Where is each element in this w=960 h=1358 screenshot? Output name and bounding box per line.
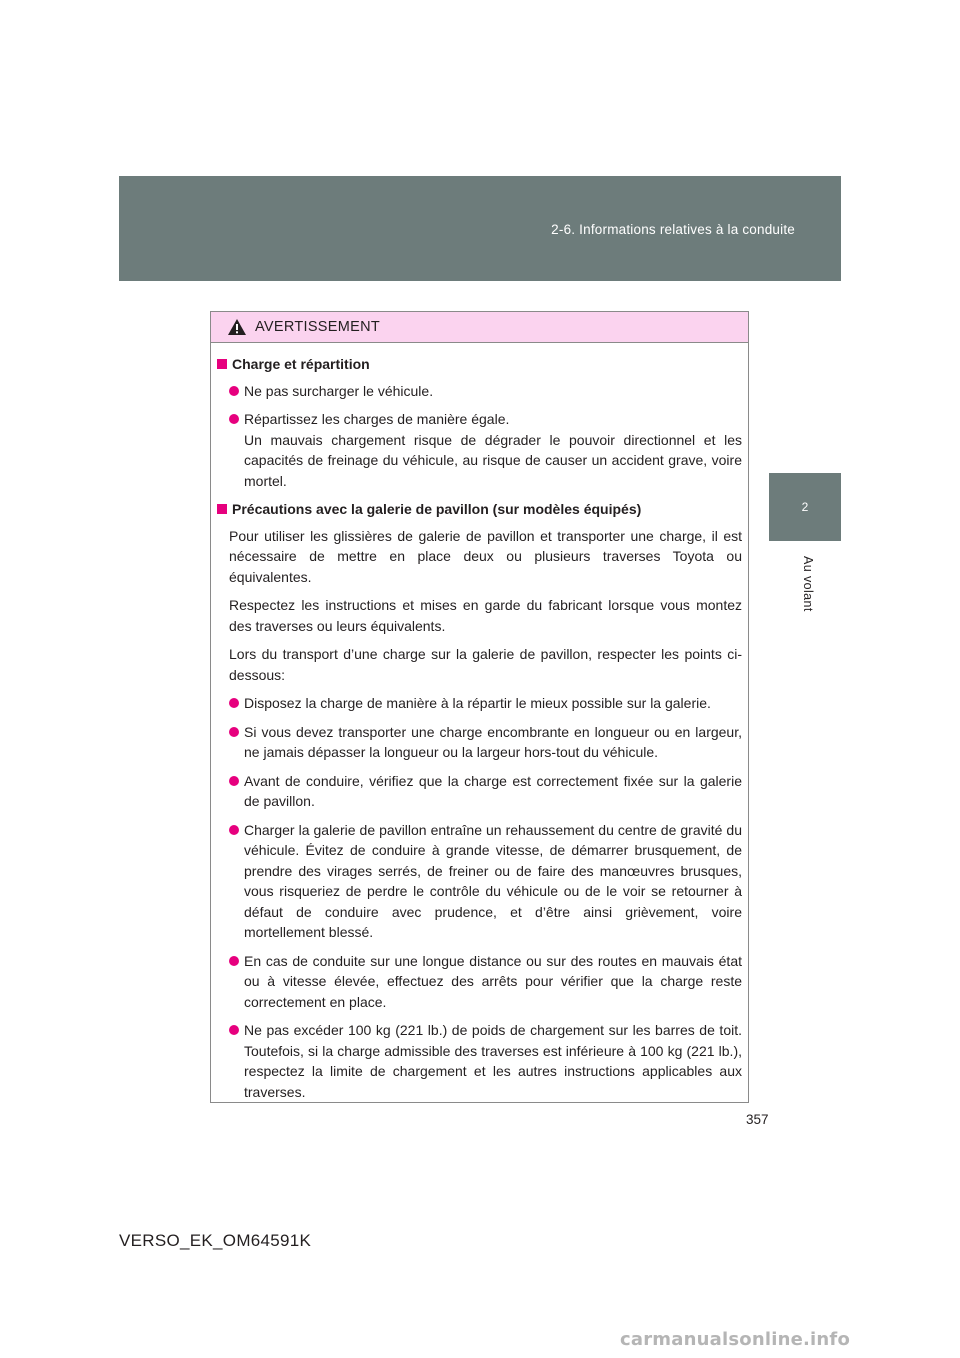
paragraph: Respectez les instructions et mises en garde du fabricant lorsque vous montez des traverses ou leurs équivalents.: [229, 597, 742, 634]
header-band: [119, 176, 841, 281]
square-bullet-icon: [217, 504, 227, 514]
list-item: Charger la galerie de pavillon entraîne un rehaussement du centre de gravité du véhicule. Évitez de conduire à grande vitesse, de démarrer brusquement, de prendre des virages serrés, de freiner ou de faire des manœuvres brusques, vous risqueriez de perdre le contrôle du véhicule ou de le voir se retourner à défaut de conduire avec prudence, et d’être ainsi grièvement, voire mortellement blessé.: [217, 820, 742, 943]
section-title: 2-6. Informations relatives à la conduite: [551, 222, 795, 237]
square-bullet-icon: [217, 359, 227, 369]
round-bullet-icon: [229, 727, 239, 737]
round-bullet-icon: [229, 825, 239, 835]
warning-body: [211, 343, 748, 1102]
round-bullet-icon: [229, 776, 239, 786]
chapter-tab-label: Au volant: [801, 556, 815, 612]
document-code: VERSO_EK_OM64591K: [119, 1231, 312, 1250]
warning-triangle-icon: [227, 318, 247, 336]
section-heading: Précautions avec la galerie de pavillon (sur modèles équipés): [217, 499, 742, 520]
list-item: Ne pas surcharger le véhicule.: [217, 381, 742, 402]
round-bullet-icon: [229, 698, 239, 708]
warning-box: [210, 311, 749, 1103]
watermark-link[interactable]: carmanualsonline.info: [620, 1329, 851, 1350]
chapter-tab-number: 2: [769, 473, 841, 541]
list-item: Avant de conduire, vérifiez que la charge est correctement fixée sur la galerie de pavillon.: [217, 771, 742, 812]
section-heading: Charge et répartition: [217, 354, 742, 375]
list-item: Disposez la charge de manière à la répartir le mieux possible sur la galerie.: [217, 693, 742, 714]
paragraph: Lors du transport d’une charge sur la galerie de pavillon, respecter les points ci-dessous:: [229, 646, 742, 683]
round-bullet-icon: [229, 386, 239, 396]
page-number: 357: [746, 1112, 769, 1127]
round-bullet-icon: [229, 414, 239, 424]
round-bullet-icon: [229, 1025, 239, 1035]
warning-header: [211, 312, 748, 343]
list-item: Ne pas excéder 100 kg (221 lb.) de poids de chargement sur les barres de toit. Toutefois, si la charge admissible des traverses est inférieure à 100 kg (221 lb.), respectez la limite de chargement et les autres instructions applicables aux traverses.: [217, 1020, 742, 1102]
warning-title: AVERTISSEMENT: [255, 319, 381, 335]
list-item: Répartissez les charges de manière égale. Un mauvais chargement risque de dégrader le pouvoir directionnel et les capacités de freinage du véhicule, au risque de causer un accident grave, voire mortel.: [217, 409, 742, 491]
list-item: En cas de conduite sur une longue distance ou sur des routes en mauvais état ou à vitesse élevée, effectuez des arrêts pour vérifier que la charge reste correctement en place.: [217, 951, 742, 1013]
list-item: Si vous devez transporter une charge encombrante en longueur ou en largeur, ne jamais dépasser la longueur ou la largeur hors-tout du véhicule.: [217, 722, 742, 763]
paragraph: Pour utiliser les glissières de galerie de pavillon et transporter une charge, il est nécessaire de mettre en place deux ou plusieurs traverses Toyota ou équivalentes.: [229, 527, 742, 585]
round-bullet-icon: [229, 956, 239, 966]
